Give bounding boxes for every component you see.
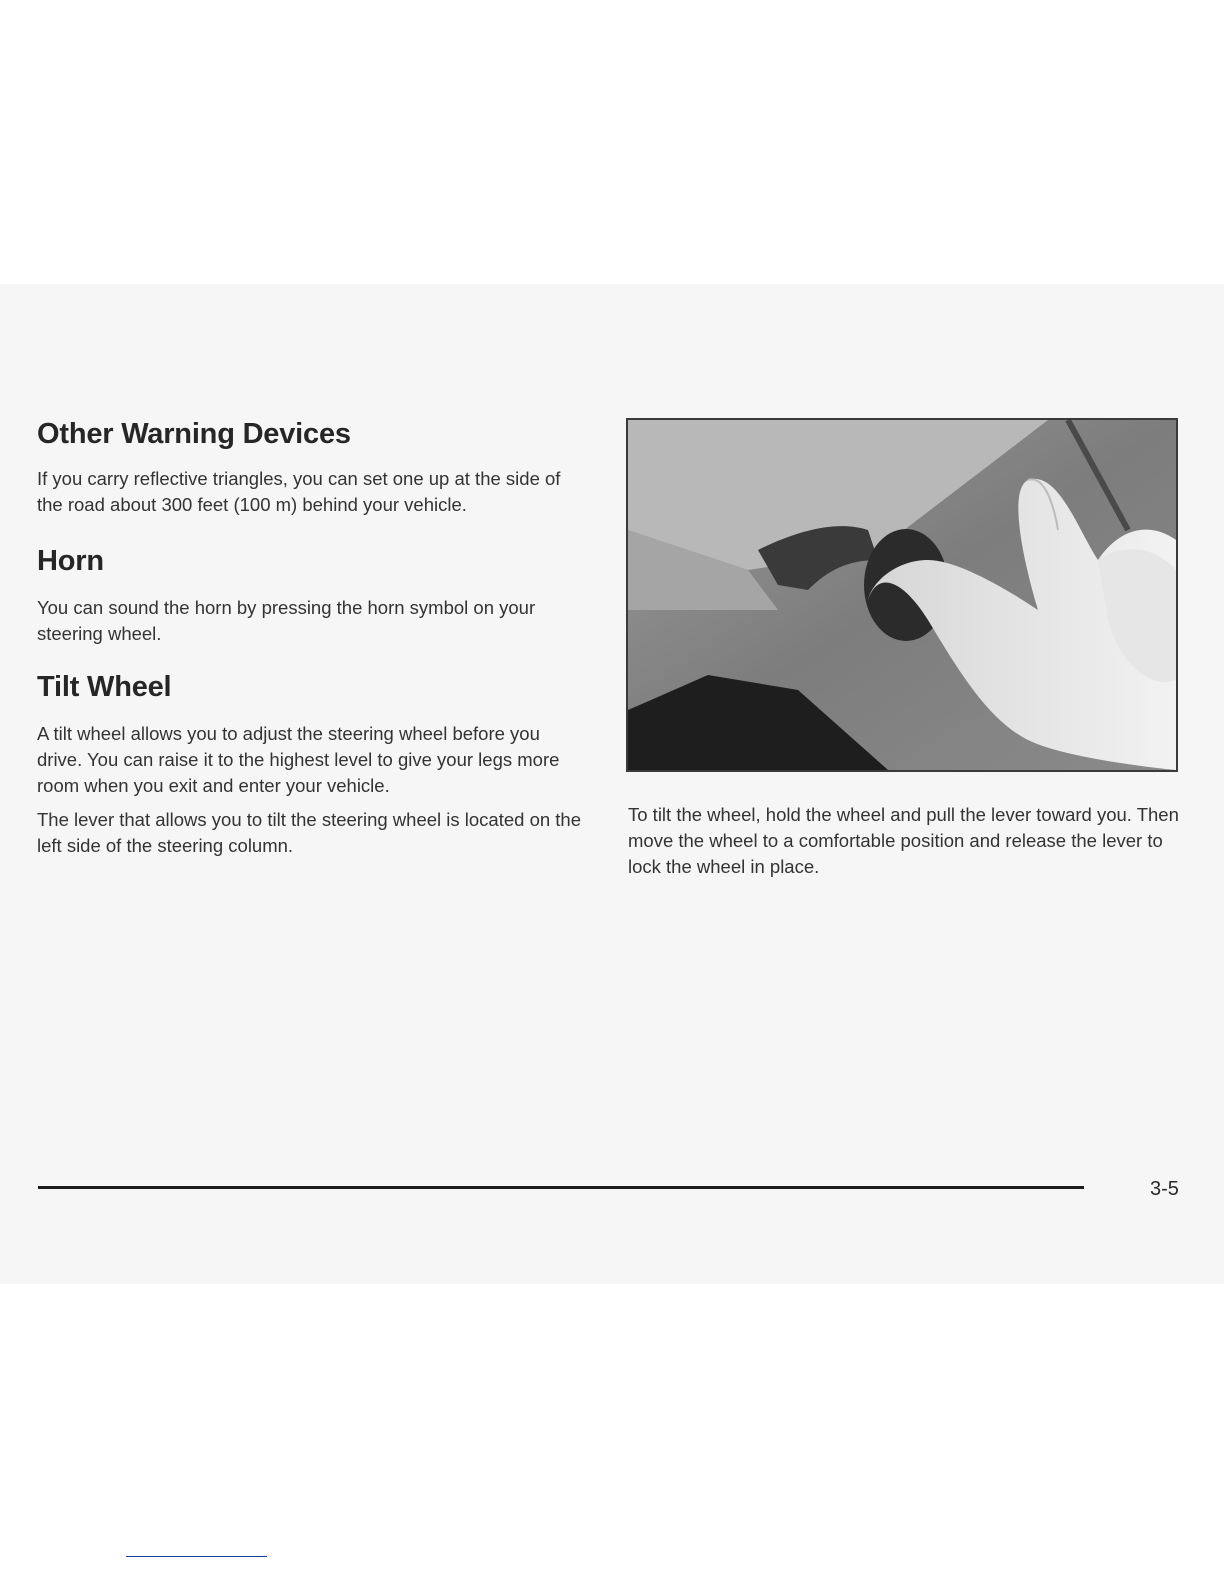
heading-other-warning-devices: Other Warning Devices (37, 418, 351, 450)
page-number: 3-5 (1150, 1178, 1179, 1200)
tilt-lever-photo (626, 418, 1178, 772)
footer-rule (38, 1186, 1084, 1189)
bottom-link-underline (126, 1556, 267, 1557)
paragraph-tilt-lever-location: The lever that allows you to tilt the steering wheel is located on the left side of the steering column. (37, 809, 581, 856)
photo-caption: To tilt the wheel, hold the wheel and pull the lever toward you. Then move the wheel to a comfortable position and release the lever to lock the wheel in place. (628, 804, 1179, 877)
paragraph-horn: You can sound the horn by pressing the horn symbol on your steering wheel. (37, 597, 536, 644)
left-column (37, 416, 597, 859)
heading-horn: Horn (37, 545, 104, 577)
tilt-lever-illustration (628, 420, 1176, 770)
heading-tilt-wheel: Tilt Wheel (37, 671, 172, 703)
paragraph-reflective-triangles: If you carry reflective triangles, you can set one up at the side of the road about 300 feet (100 m) behind your vehicle. (37, 468, 561, 515)
paragraph-tilt-wheel-adjust: A tilt wheel allows you to adjust the steering wheel before you drive. You can raise it to the highest level to give your legs more room when you exit and enter your vehicle. (37, 723, 560, 796)
